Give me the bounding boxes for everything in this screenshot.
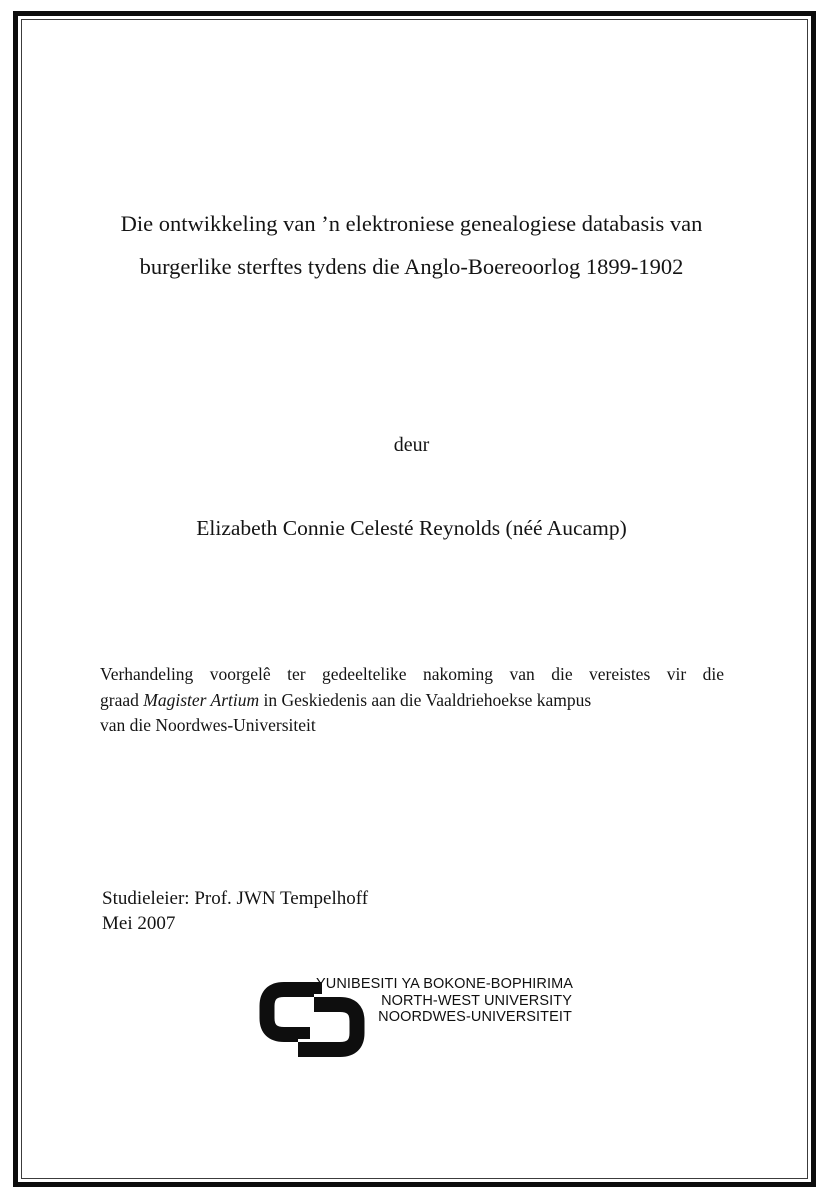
degree-statement-line2-pre: graad — [100, 689, 144, 710]
university-name-afrikaans: NOORDWES-UNIVERSITEIT — [378, 1009, 572, 1025]
degree-statement-line3: van die Noordwes-Universiteit — [100, 715, 316, 735]
thesis-title-line1: Die ontwikkeling van ’n elektroniese genealogiese databasis van — [120, 211, 703, 236]
university-name-setswana: YUNIBESITI YA BOKONE-BOPHIRIMA — [316, 976, 574, 992]
degree-statement-line2 — [100, 688, 724, 714]
degree-statement — [100, 662, 724, 739]
degree-name: Magister Artium — [143, 689, 260, 710]
date-line: Mei 2007 — [102, 913, 176, 934]
supervisor-line: Studieleier: Prof. JWN Tempelhoff — [102, 888, 369, 909]
thesis-title — [50, 202, 773, 288]
university-name-english: NORTH-WEST UNIVERSITY — [381, 992, 572, 1009]
university-logo — [256, 974, 576, 1056]
author-name: Elizabeth Connie Celesté Reynolds (néé Aucamp) — [196, 516, 627, 540]
by-word: deur — [393, 434, 430, 456]
degree-statement-line2-post: in Geskiedenis aan die Vaaldriehoekse kampus — [259, 689, 592, 710]
degree-statement-line1: Verhandeling voorgelê ter gedeeltelike nakoming van die vereistes vir die — [100, 664, 724, 684]
university-logo-text — [316, 976, 572, 1026]
imprint-block — [102, 886, 368, 936]
thesis-title-line2: burgerlike sterftes tydens die Anglo-Boereoorlog 1899-1902 — [139, 254, 684, 279]
